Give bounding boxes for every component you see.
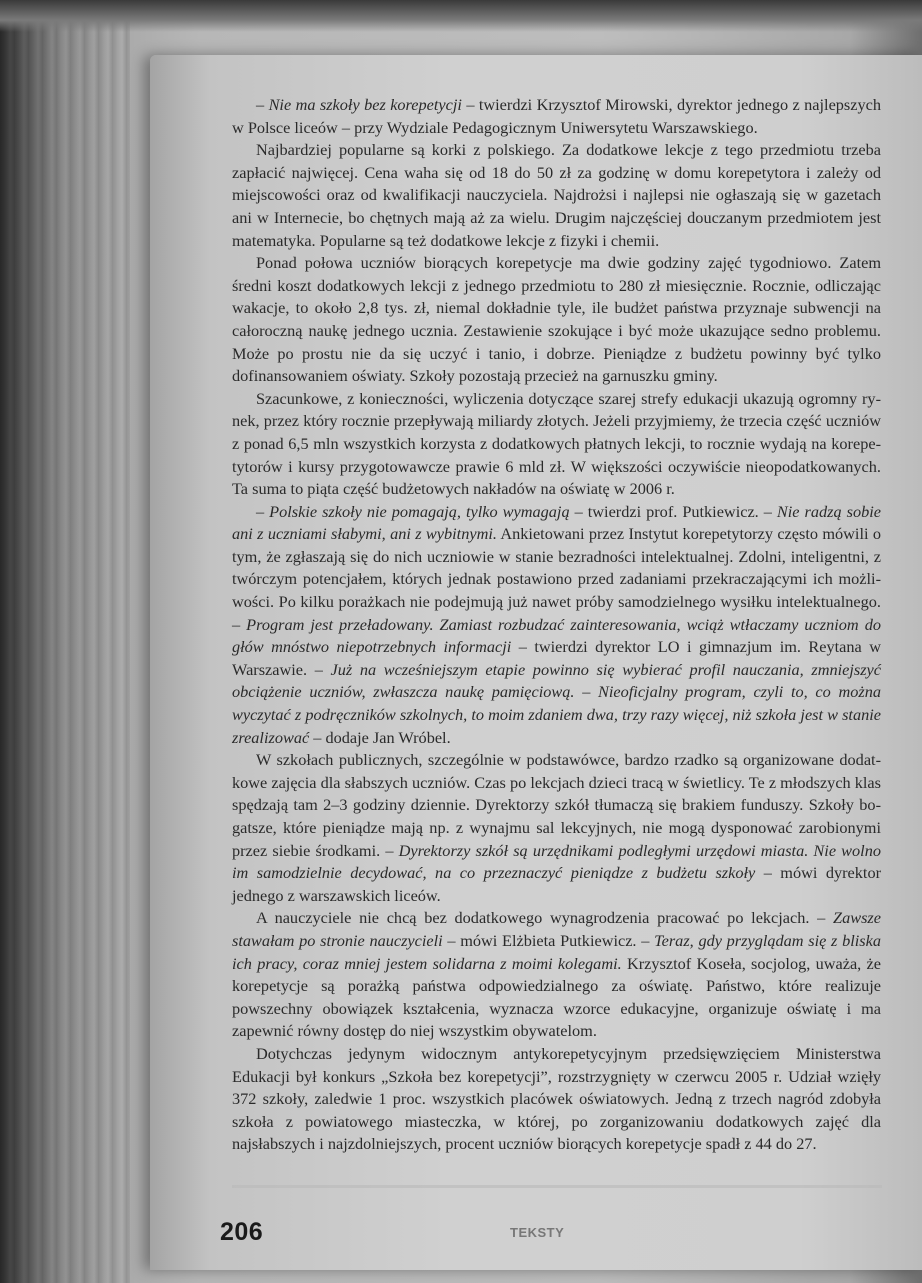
text-run: – mówi Elżbieta Putkiewicz. – — [442, 930, 655, 950]
top-edge-shadow — [0, 0, 922, 32]
text-run: Ankietowani przez Instytut korepetytorzy często mówili o tym, że zgłaszają się do nich uczniowie w stanie bezradności intelektualnej. Zdolni, inteligentni, z twórczym potencjałem, których jednak postawiono przed zadaniami przekraczającymi ich możliwości. Po kilku porażkach nie podejmują już nawet próby samodzielnego wysiłku intelektualnego. – — [232, 524, 882, 634]
paragraph — [232, 749, 881, 907]
text-run: Krzysztof Koseła, socjolog, uważa, że korepetycje są porażką państwa odpowiedzialnego za oświatę. Państwo, które realizuje powszechny obowiązek kształcenia, wyznacza wzorce edukacyjne, organizuje oświatę i ma zapewnić równy dostęp do niej wszystkim obywatelom. — [232, 953, 881, 1041]
section-name: TEKSTY — [510, 1225, 565, 1240]
text-run: – twierdzi Krzysztof Mirowski, dyrektor jednego z najlepszych w Polsce liceów – przy Wydziale Pedagogicznym Uniwersytetu Warszawskiego. — [232, 95, 882, 137]
text-run: – mówi dyrektor jednego z warszawskich liceów. — [232, 863, 882, 905]
text-run: W szkołach publicznych, szczególnie w podstawówce, bardzo rzadko są organizowane dodatkowe zajęcia dla słabszych uczniów. Czas po lekcjach dzieci tracą w świetlicy. Te z młodszych klas spędzają tam 2–3 godziny dziennie. Dyrektorzy szkół tłumaczą się brakiem funduszy. Szkoły bogatsze, które pieniądze mają np. z wynajmu sal lekcyjnych, nie mogą dysponować zarobionymi przez siebie środkami. – — [232, 750, 881, 860]
footer-divider — [232, 1185, 882, 1188]
paragraph — [232, 94, 881, 139]
quote-run: Nie ma szkoły bez korepetycji — [268, 95, 462, 114]
paragraph — [232, 139, 881, 252]
quote-run: Teraz, gdy przyglądam się z bliska ich pracy, coraz mniej jestem solidarna z moimi kolegami. — [232, 930, 881, 973]
quote-run: Nie radzą sobie ani z uczniami słabymi, ani z wybitnymi. — [232, 501, 882, 544]
book-spine-shadow — [0, 0, 130, 1283]
article-body — [232, 94, 881, 1156]
text-run: – dodaje Jan Wróbel. — [309, 727, 451, 747]
paragraph — [232, 252, 881, 388]
text-run: Dotychczas jedynym widocznym antykorepetycyjnym przedsięwzięciem Ministerstwa Edukacji był konkurs „Szkoła bez korepetycji”, rozstrzygnięty w czerwcu 2005 r. Udział wzięły 372 szkoły, zaledwie 1 proc. wszystkich placówek oświatowych. Jedną z trzech nagród zdobyła szkoła z powiatowego miasteczka, w której, po zorganizowaniu dodatkowych zajęć dla najsłabszych i najzdolniejszych, procent uczniów biorących korepetycje spadł z 44 do 27. — [232, 1043, 881, 1154]
text-run: – — [256, 501, 270, 521]
paragraph — [232, 1043, 881, 1156]
quote-run: Polskie szkoły nie pomagają, tylko wymagają — [269, 501, 570, 521]
quote-run: Dyrektorzy szkół są urzędnikami podległymi urzędowi miasta. Nie wolno im samodzielnie decydować, na co przeznaczyć pieniądze z budżetu szkoły — [232, 840, 881, 883]
paragraph — [232, 388, 881, 501]
text-run: Ponad połowa uczniów biorących korepetycje ma dwie godziny zajęć tygodniowo. Zatem średni koszt dodatkowych lekcji z jednego przedmiotu to 280 zł miesięcznie. Rocznie, odliczając wakacje, to około 2,8 tys. zł, niemal dokładnie tyle, ile budżet państwa przyznaje subwencji na całoroczną naukę jednego ucznia. Zestawienie szokujące i być może ukazujące sedno problemu. Może po prostu nie da się uczyć i tanio, i dobrze. Pieniądze z budżetu powinny być tylko dofinansowaniem oświaty. Szkoły pozostają przecież na garnuszku gminy. — [232, 253, 881, 386]
paragraph — [232, 907, 881, 1043]
text-run: Najbardziej popularne są korki z polskiego. Za dodatkowe lekcje z tego przedmiotu trzeba zapłacić najwięcej. Cena waha się od 18 do 50 zł za godzinę w domu korepetytora i zależy od miejscowości oraz od kwalifikacji nauczyciela. Najdrożsi i najlepsi nie ogłaszają się w gazetach ani w Internecie, bo chętnych mają aż za wielu. Drugim najczęściej douczanym przedmiotem jest matematyka. Popularne są też dodatkowe lekcje z fizyki i chemii. — [232, 140, 881, 250]
quote-run: Już na wcześniejszym etapie powinno się wybierać profil nauczania, zmniejszyć obciążenie uczniów, zwłaszcza naukę pamięciową. – Nieoficjalny program, czyli to, co można wyczytać z podręczników szkolnych, to moim zdaniem dwa, trzy razy więcej, niż szkoła jest w stanie zrealizować — [232, 659, 882, 747]
paragraph — [232, 501, 881, 750]
text-run: – — [256, 95, 269, 114]
page-number: 206 — [220, 1218, 264, 1246]
quote-run: Program jest przeładowany. Zamiast rozbudzać zainteresowania, wciąż wtłaczamy uczniom do głów mnóstwo niepotrzebnych informacji — [232, 614, 881, 657]
quote-run: Zawsze stawałam po stronie nauczycieli — [232, 908, 881, 950]
text-run: A nauczyciele nie chcą bez dodatkowego wynagrodzenia pracować po lekcjach. – — [256, 908, 834, 928]
text-run: – twierdzi dyrektor LO i gimnazjum im. Reytana w Warszawie. – — [232, 637, 881, 679]
text-run: Szacunkowe, z konieczności, wyliczenia dotyczące szarej strefy edukacji ukazują ogromny rynek, przez który rocznie przepływają miliardy złotych. Jeżeli przyjmiemy, że trzecia część uczniów z ponad 6,5 mln wszystkich korzysta z dodatkowych płatnych lekcji, to rocznie wydają na korepetytorów i kursy przygotowawcze prawie 6 mld zł. W większości oczywiście nieopodatkowanych. Ta suma to piąta część budżetowych nakładów na oświatę w 2006 r. — [232, 388, 881, 499]
text-run: – twierdzi prof. Putkiewicz. – — [569, 501, 777, 521]
